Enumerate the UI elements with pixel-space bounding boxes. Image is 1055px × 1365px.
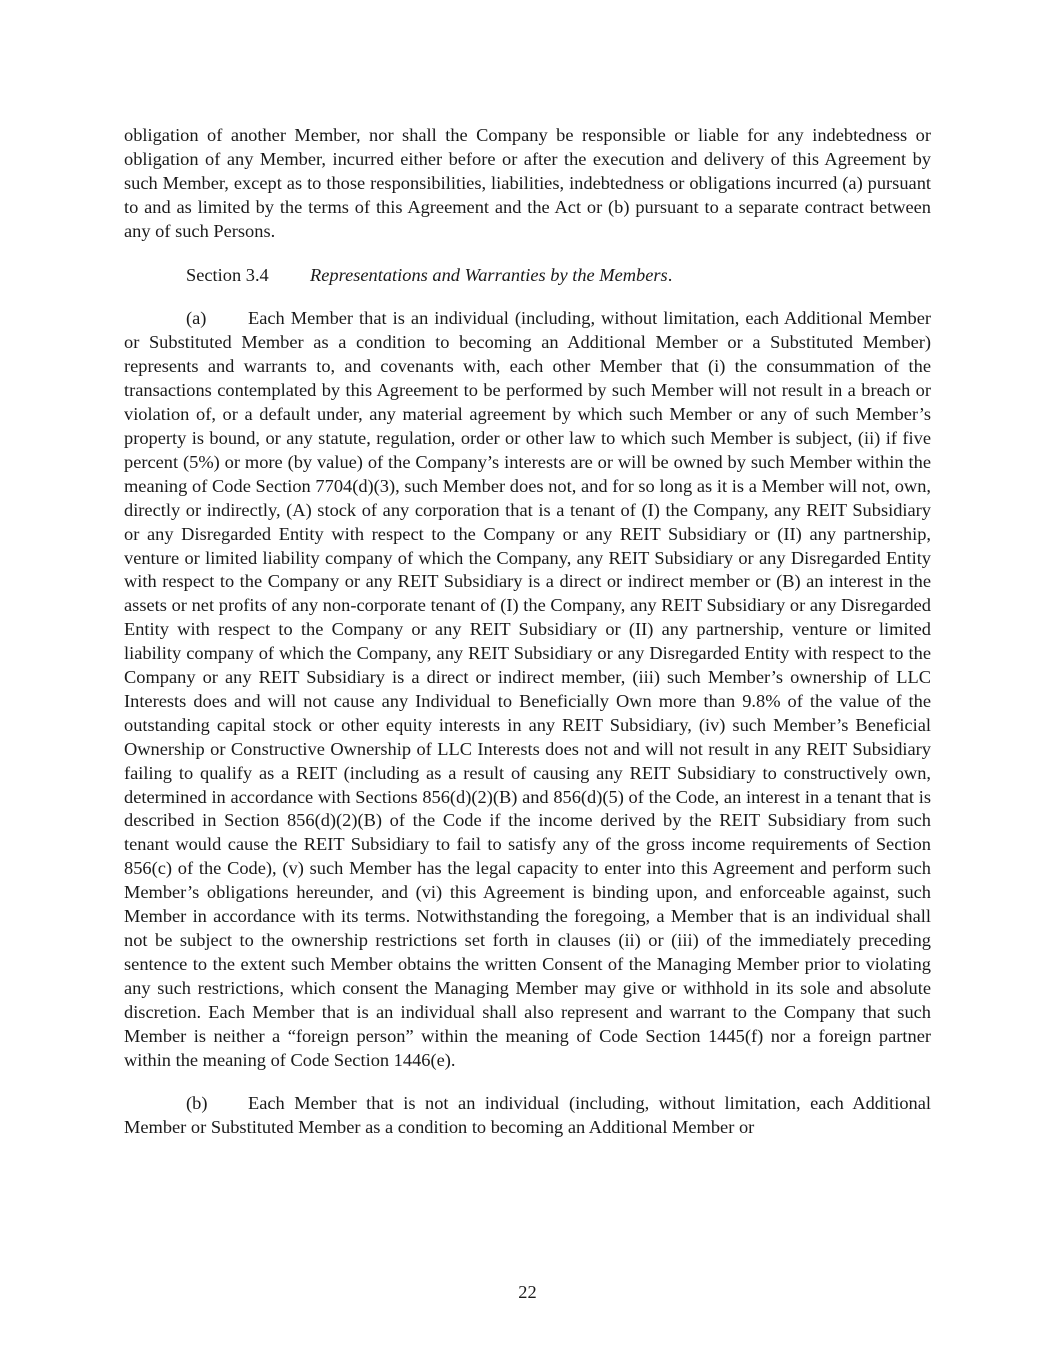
section-title: Representations and Warranties by the Members: [310, 264, 668, 285]
section-title-period: .: [667, 264, 673, 285]
subsection-a-label: (a): [186, 308, 207, 329]
section-number: Section 3.4: [186, 264, 269, 285]
subsection-a-text: Each Member that is an individual (including, without limitation, each Additional Member or Substituted Member as a condition to becoming an Additional Member or a Substituted Member) represents and warrants to, and covenants with, each other Member that (i) the consummation of the transactions contemplated by this Agreement to be performed by such Member will not result in a breach or violation of, or a default under, any material agreement by which such Member or any of such Member’s property is bound, or any statute, regulation, order or other law to which such Member is subject, (ii) if five percent (5%) or more (by value) of the Company’s interests are or will be owned by such Member within the meaning of Code Section 7704(d)(3), such Member does not, and for so long as it is a Member will not, own, directly or indirectly, (A) stock of any corporation that is a tenant of (I) the Company, any REIT Subsidiary or any Disregarded Entity with respect to the Company or any REIT Subsidiary or (II) any partnership, venture or limited liability company of which the Company, any REIT Subsidiary or any Disregarded Entity with respect to the Company or any REIT Subsidiary is a direct or indirect member or (B) an interest in the assets or net profits of any non-corporate tenant of (I) the Company, any REIT Subsidiary or any Disregarded Entity with respect to the Company or any REIT Subsidiary or (II) any partnership, venture or limited liability company of which the Company, any REIT Subsidiary or any Disregarded Entity with respect to the Company or any REIT Subsidiary is a direct or indirect member, (iii) such Member’s ownership of LLC Interests does and will not cause any Individual to Beneficially Own more than 9.8% of the value of the outstanding capital stock or other equity interests in any REIT Subsidiary, (iv) such Member’s Beneficial Ownership or Constructive Ownership of LLC Interests does not and will not result in any REIT Subsidiary failing to qualify as a REIT (including as a result of causing any REIT Subsidiary to constructively own, determined in accordance with Sections 856(d)(2)(B) and 856(d)(5) of the Code, an interest in a tenant that is described in Section 856(d)(2)(B) of the Code if the income derived by the REIT Subsidiary from such tenant would cause the REIT Subsidiary to fail to satisfy any of the gross income requirements of Section 856(c) of the Code), (v) such Member has the legal capacity to enter into this Agreement and perform such Member’s obligations hereunder, and (vi) this Agreement is binding upon, and enforceable against, such Member in accordance with its terms. Notwithstanding the foregoing, a Member that is an individual shall not be subject to the ownership restrictions set forth in clauses (ii) or (iii) of the immediately preceding sentence to the extent such Member obtains the written Consent of the Managing Member prior to violating any such restrictions, which consent the Managing Member may give or withhold in its sole and absolute discretion. Each Member that is an individual shall also represent and warrant to the Company that such Member is neither a “foreign person” within the meaning of Code Section 1445(f) nor a foreign partner within the meaning of Code Section 1446(e).: [124, 308, 931, 1070]
section-heading: [124, 264, 931, 288]
document-page: [124, 124, 931, 1140]
subsection-b-text: Each Member that is not an individual (including, without limitation, each Additional Member or Substituted Member as a condition to becoming an Additional Member or: [124, 1093, 931, 1138]
subsection-b-label: (b): [186, 1093, 208, 1114]
continuation-paragraph: obligation of another Member, nor shall the Company be responsible or liable for any indebtedness or obligation of any Member, incurred either before or after the execution and delivery of this Agreement by such Member, except as to those responsibilities, liabilities, indebtedness or obligations incurred (a) pursuant to and as limited by the terms of this Agreement and the Act or (b) pursuant to a separate contract between any of such Persons.: [124, 125, 931, 241]
subsection-a: [124, 307, 931, 1072]
page-number: 22: [518, 1282, 537, 1302]
subsection-b: [124, 1092, 931, 1140]
